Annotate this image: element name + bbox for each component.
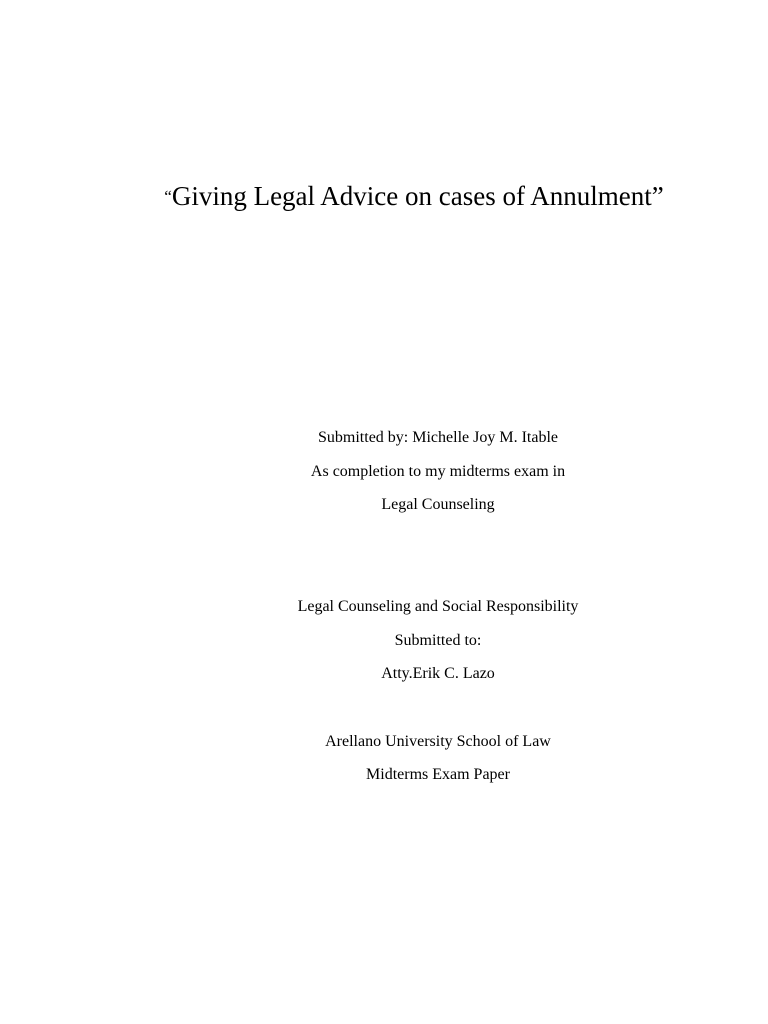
course-line: Legal Counseling and Social Responsibility bbox=[297, 598, 579, 615]
submitted-by-line: Submitted by: Michelle Joy M. Itable bbox=[318, 429, 558, 446]
school-line: Arellano University School of Law bbox=[325, 733, 551, 750]
subject-line: Legal Counseling bbox=[381, 496, 495, 513]
instructor-line: Atty.Erik C. Lazo bbox=[381, 665, 495, 682]
title-text: Giving Legal Advice on cases of Annulment” bbox=[171, 181, 664, 211]
paper-type-line: Midterms Exam Paper bbox=[366, 766, 510, 783]
completion-line: As completion to my midterms exam in bbox=[310, 463, 566, 480]
title-open-quote: “ bbox=[164, 187, 172, 206]
submitted-to-label: Submitted to: bbox=[394, 632, 482, 649]
document-title bbox=[0, 178, 768, 215]
